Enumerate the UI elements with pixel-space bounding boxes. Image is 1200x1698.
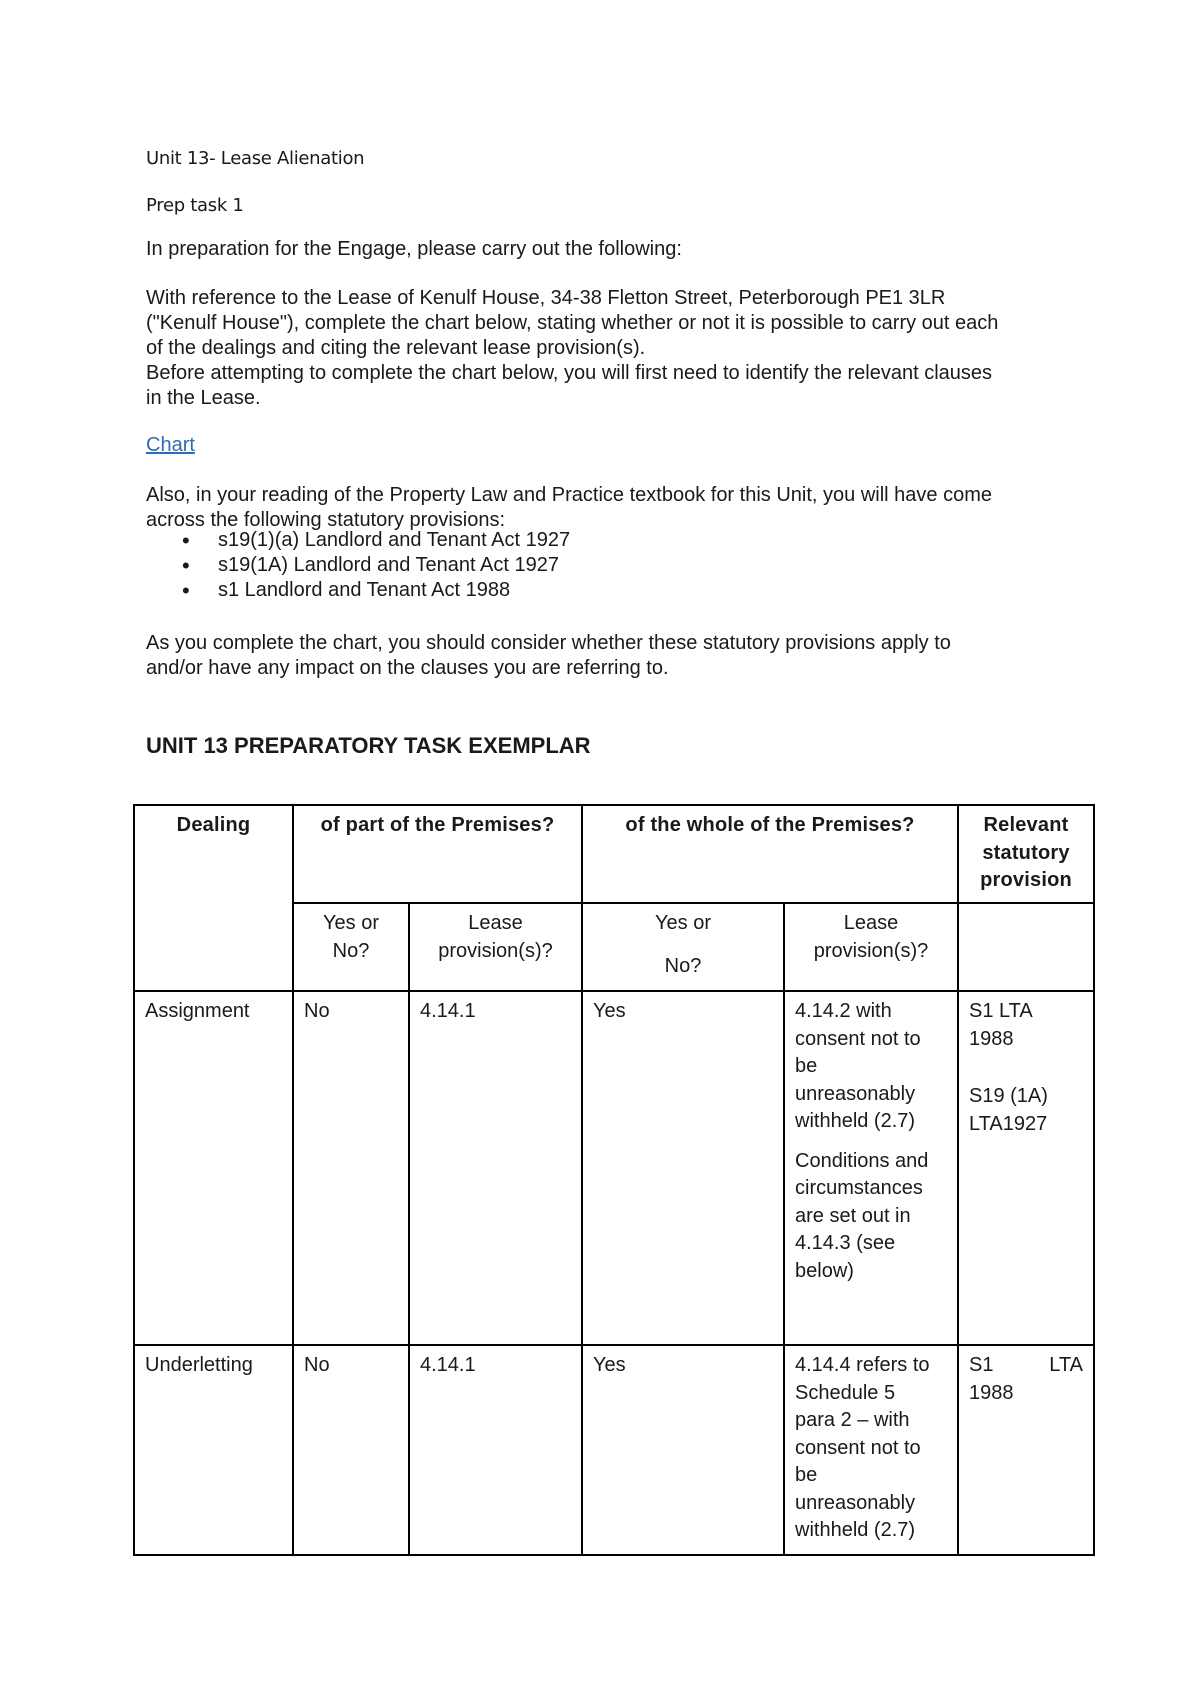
cell-part-yes-no: No	[293, 1345, 409, 1555]
chart-link[interactable]: Chart	[146, 434, 195, 456]
reading-paragraph	[146, 483, 992, 533]
reading-line: across the following statutory provisions:	[146, 509, 506, 531]
subheader-part-yes-no: Yes or No?	[293, 903, 409, 991]
table-row	[134, 1345, 1094, 1555]
cell-whole-yes-no: Yes	[582, 1345, 784, 1555]
list-item: • s19(1)(a) Landlord and Tenant Act 1927	[146, 528, 570, 553]
intro-line: In preparation for the Engage, please carry out the following:	[146, 238, 682, 260]
cell-statutory: S1 LTA 1988	[958, 1345, 1094, 1555]
list-item: • s19(1A) Landlord and Tenant Act 1927	[146, 553, 570, 578]
instructions-line: in the Lease.	[146, 387, 261, 409]
subheader-whole-lease: Lease provision(s)?	[784, 903, 958, 991]
statutory-provisions-list	[146, 528, 570, 603]
header-part: of part of the Premises?	[293, 805, 582, 903]
cell-part-lease: 4.14.1	[409, 1345, 582, 1555]
cell-part-lease: 4.14.1	[409, 991, 582, 1345]
unit-title: Unit 13- Lease Alienation	[146, 148, 365, 169]
instructions-line: ("Kenulf House"), complete the chart below, stating whether or not it is possible to carry out each	[146, 312, 999, 334]
reading-line: Also, in your reading of the Property Law and Practice textbook for this Unit, you will have come	[146, 484, 992, 506]
consider-line: and/or have any impact on the clauses you are referring to.	[146, 657, 669, 679]
table-header-row	[134, 805, 1094, 903]
cell-part-yes-no: No	[293, 991, 409, 1345]
consider-paragraph	[146, 631, 951, 681]
header-dealing: Dealing	[134, 805, 293, 991]
cell-statutory: S1 LTA 1988 S19 (1A) LTA1927	[958, 991, 1094, 1345]
instructions-line: Before attempting to complete the chart below, you will first need to identify the relevant clauses	[146, 362, 993, 384]
cell-whole-yes-no: Yes	[582, 991, 784, 1345]
instructions-line: With reference to the Lease of Kenulf House, 34-38 Fletton Street, Peterborough PE1 3LR	[146, 287, 946, 309]
dealings-table	[133, 804, 1095, 1556]
header-relevant: Relevant statutory provision	[958, 805, 1094, 903]
list-item: • s1 Landlord and Tenant Act 1988	[146, 578, 570, 603]
consider-line: As you complete the chart, you should consider whether these statutory provisions apply to	[146, 632, 951, 654]
subheader-relevant-empty	[958, 903, 1094, 991]
instructions-line: of the dealings and citing the relevant lease provision(s).	[146, 337, 646, 359]
instructions-paragraph	[146, 286, 998, 411]
subheader-part-lease: Lease provision(s)?	[409, 903, 582, 991]
prep-task-label: Prep task 1	[146, 195, 244, 216]
cell-dealing: Underletting	[134, 1345, 293, 1555]
cell-dealing: Assignment	[134, 991, 293, 1345]
header-whole: of the whole of the Premises?	[582, 805, 958, 903]
table-row	[134, 991, 1094, 1345]
exemplar-title: UNIT 13 PREPARATORY TASK EXEMPLAR	[146, 733, 591, 758]
cell-whole-lease: 4.14.2 with consent not to be unreasonably withheld (2.7) Conditions and circumstances are set out in 4.14.3 (see below)	[784, 991, 958, 1345]
subheader-whole-yes-no: Yes or No?	[582, 903, 784, 991]
cell-whole-lease: 4.14.4 refers to Schedule 5 para 2 – with consent not to be unreasonably withheld (2.7)	[784, 1345, 958, 1555]
